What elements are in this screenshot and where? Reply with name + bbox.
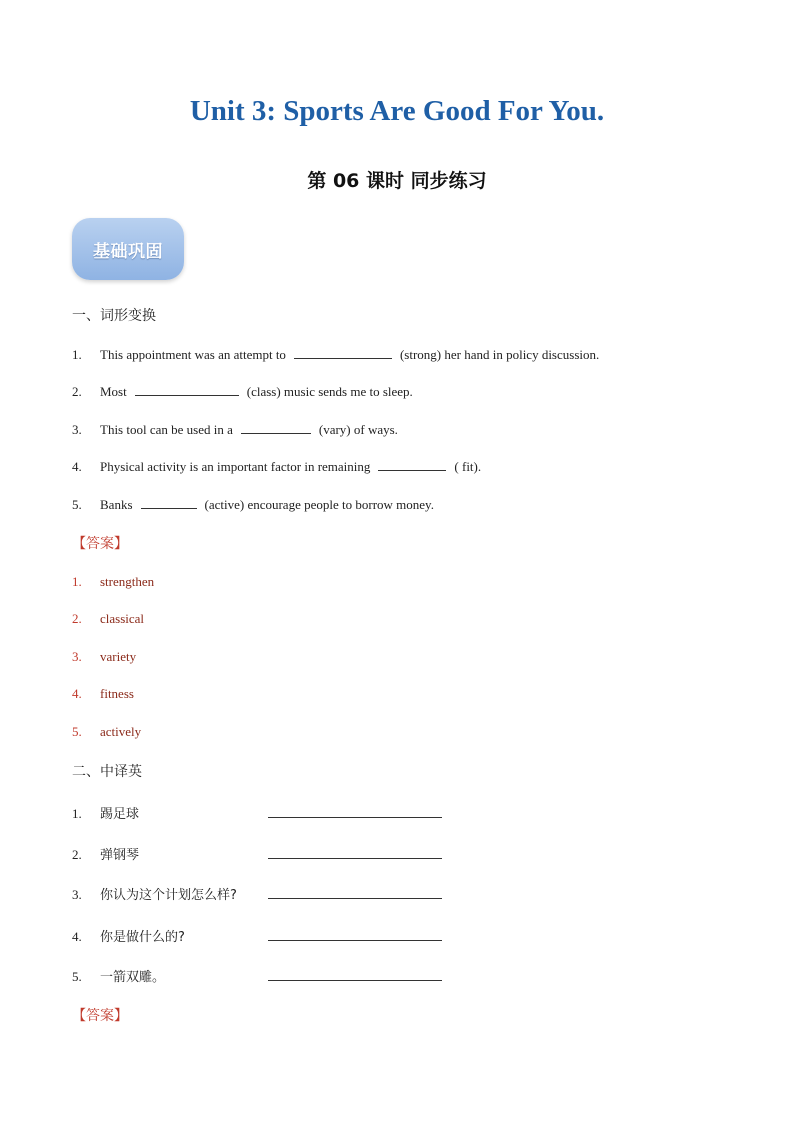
answer-row: [72, 574, 154, 590]
answer-row: [72, 724, 141, 740]
answer-blank[interactable]: [241, 421, 311, 434]
answer-row: [72, 649, 136, 665]
answer-number: 5.: [72, 724, 82, 739]
answer-text: fitness: [100, 686, 134, 701]
document-title: Unit 3: Sports Are Good For You.: [189, 95, 605, 127]
item-number: 3.: [72, 887, 82, 902]
item-number: 4.: [72, 459, 82, 474]
answer-text: variety: [100, 649, 137, 664]
item-number: 1.: [72, 806, 82, 821]
answer-number: 4.: [72, 686, 82, 701]
exercise-row: [72, 421, 398, 438]
answer-blank[interactable]: [135, 383, 239, 396]
item-text-before: Most: [100, 384, 127, 399]
answer-heading: 【答案】: [72, 1008, 128, 1024]
item-number: 4.: [72, 929, 82, 944]
chinese-phrase: 弹钢琴: [100, 848, 140, 863]
item-text-after: ( fit).: [454, 459, 482, 474]
item-number: 5.: [72, 969, 82, 984]
answer-row: [72, 611, 144, 627]
answer-number: 1.: [72, 574, 82, 589]
item-text-before: Banks: [100, 497, 133, 512]
translation-blank[interactable]: [268, 928, 442, 941]
answer-text: strengthen: [100, 574, 155, 589]
chinese-phrase: 你是做什么的?: [100, 930, 185, 945]
translation-blank[interactable]: [268, 846, 442, 859]
exercise-row: [72, 346, 599, 363]
chinese-phrase: 踢足球: [100, 807, 140, 822]
item-number: 2.: [72, 847, 82, 862]
item-number: 2.: [72, 384, 82, 399]
exercise-row: [72, 383, 413, 400]
exercise-row: [72, 496, 434, 513]
translation-blank[interactable]: [268, 968, 442, 981]
item-number: 5.: [72, 497, 82, 512]
item-text-after: (vary) of ways.: [318, 422, 398, 437]
section-badge: 基础巩固: [72, 218, 184, 280]
chinese-phrase: 你认为这个计划怎么样?: [100, 888, 237, 903]
translation-row: [72, 926, 442, 945]
item-number: 3.: [72, 422, 82, 437]
answer-number: 2.: [72, 611, 82, 626]
answer-text: actively: [100, 724, 142, 739]
translation-blank[interactable]: [268, 886, 442, 899]
item-text-after: (class) music sends me to sleep.: [246, 384, 413, 399]
answer-blank[interactable]: [294, 346, 392, 359]
section2-heading: 二、中译英: [72, 764, 142, 780]
item-text-after: (active) encourage people to borrow money.: [204, 497, 434, 512]
item-text-before: This appointment was an attempt to: [100, 347, 286, 362]
item-text-after: (strong) her hand in policy discussion.: [399, 347, 600, 362]
item-number: 1.: [72, 347, 82, 362]
answer-number: 3.: [72, 649, 82, 664]
translation-row: [72, 844, 442, 863]
answer-row: [72, 686, 134, 702]
lesson-subtitle: 第 06 课时 同步练习: [307, 170, 487, 192]
answer-heading: 【答案】: [72, 536, 128, 552]
answer-blank[interactable]: [378, 458, 446, 471]
translation-blank[interactable]: [268, 805, 442, 818]
answer-text: classical: [100, 611, 145, 626]
exercise-row: [72, 458, 481, 475]
translation-row: [72, 884, 442, 903]
chinese-phrase: 一箭双雕。: [100, 970, 166, 985]
translation-row: [72, 966, 442, 985]
item-text-before: Physical activity is an important factor in remaining: [100, 459, 371, 474]
section1-heading: 一、词形变换: [72, 308, 156, 324]
item-text-before: This tool can be used in a: [100, 422, 233, 437]
translation-row: [72, 803, 442, 822]
answer-blank[interactable]: [141, 496, 197, 509]
